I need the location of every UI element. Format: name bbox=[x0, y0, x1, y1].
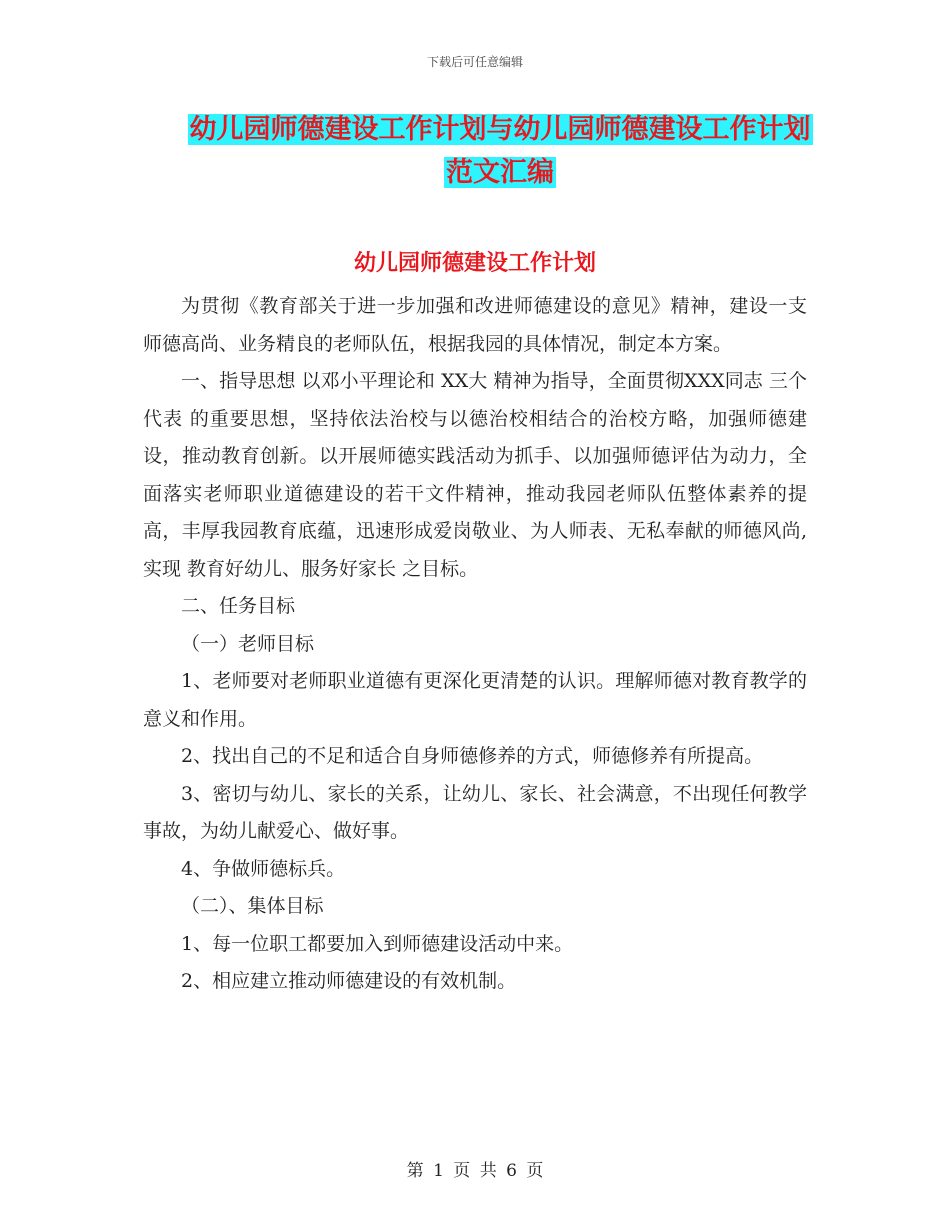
header-note: 下载后可任意编辑 bbox=[426, 55, 523, 69]
list-item: 2、相应建立推动师德建设的有效机制。 bbox=[181, 970, 517, 992]
document-title-line-2: 范文汇编 bbox=[446, 157, 554, 188]
list-item: 4、争做师德标兵。 bbox=[181, 857, 346, 880]
list-item: 3、密切与幼儿、家长的关系，让幼儿、家长、社会满意，不出现任何教学事故，为幼儿献爱心、做好事。 bbox=[143, 782, 807, 842]
list-item: 1、每一位职工都要加入到师德建设活动中来。 bbox=[181, 932, 574, 955]
page-number: 第 1 页 共 6 页 bbox=[406, 1161, 544, 1181]
document-body bbox=[143, 288, 807, 1001]
list-item: 1、老师要对老师职业道德有更深化更清楚的认识。理解师德对教育教学的意义和作用。 bbox=[143, 670, 807, 730]
paragraph-intro: 为贯彻《教育部关于进一步加强和改进师德建设的意见》精神，建设一支师德高尚、业务精良的老师队伍，根据我园的具体情况，制定本方案。 bbox=[143, 295, 807, 355]
document-title-line-1: 幼儿园师德建设工作计划与幼儿园师德建设工作计划 bbox=[189, 114, 811, 145]
heading-collective-goals: （二）、集体目标 bbox=[181, 895, 324, 917]
heading-task-goals: 二、任务目标 bbox=[181, 595, 296, 617]
section-title: 幼儿园师德建设工作计划 bbox=[353, 251, 596, 276]
list-item: 2、找出自己的不足和适合自身师德修养的方式，师德修养有所提高。 bbox=[181, 745, 764, 767]
heading-teacher-goals: （一）老师目标 bbox=[181, 632, 315, 655]
document-title bbox=[150, 108, 850, 194]
paragraph-guiding-ideology: 一、指导思想 以邓小平理论和 XX大 精神为指导，全面贯彻XXX同志 三个代表 的重要思想，坚持依法治校与以德治校相结合的治校方略，加强师德建设，推动教育创新。以开展师德实践活动为抓手、以加强师德评估为动力，全面落实老师职业道德建设的若干文件精神，推动我园老师队伍整体素养的提高，丰厚我园教育底蕴，迅速形成爱岗敬业、为人师表、无私奉献的师德风尚,实现 教育好幼儿、服务好家长 之目标。 bbox=[143, 370, 807, 580]
